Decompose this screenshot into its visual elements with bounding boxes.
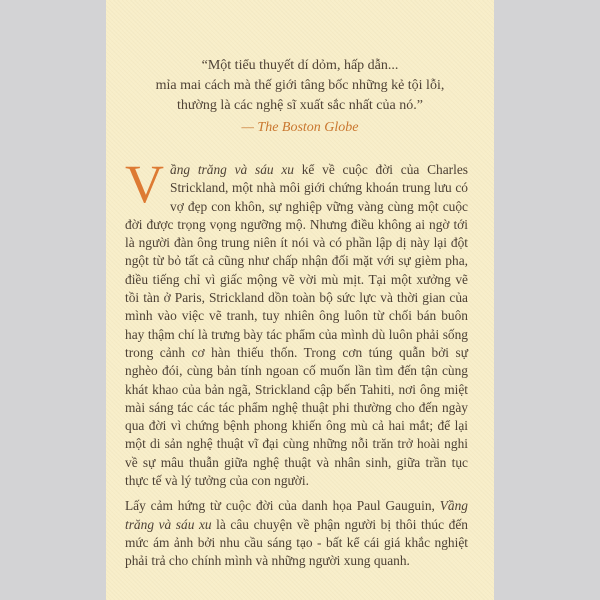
synopsis-paragraph-1-content [125,154,469,489]
drop-cap-letter: V [125,154,164,214]
body-text-segment: Lấy cảm hứng từ cuộc đời của danh họa Paul Gauguin, [125,498,440,514]
synopsis-paragraph-1 [125,154,469,490]
synopsis-paragraph-2 [125,497,468,570]
review-quote-line: “Một tiểu thuyết dí dỏm, hấp dẫn... [201,58,399,73]
synopsis-text-block [125,154,469,571]
review-quote-line: thường là các nghệ sĩ xuất sắc nhất của nó.” [177,98,423,113]
review-quote-attribution: — The Boston Globe [241,120,359,135]
book-title-inline: Vầng trăng và sáu xu [125,498,468,532]
body-text-segment: là câu chuyện về phận người bị thôi thúc đến mức ám ảnh bởi nhu cầu sáng tạo - bất kể cái giá khắc nghiệt phải trả cho chính mình và những người xung quanh. [125,516,468,569]
review-quote [130,56,470,138]
review-quote-line: mỉa mai cách mà thế giới tâng bốc những kẻ tội lỗi, [155,78,445,93]
book-back-cover-page [106,0,494,600]
book-title-inline: ầng trăng và sáu xu [170,162,294,177]
body-text-segment: kể về cuộc đời của Charles Strickland, một nhà môi giới chứng khoán trung lưu có vợ đẹp con khôn, sự nghiệp vững vàng cùng một cuộc đời được trọng vọng ngưỡng mộ. Nhưng điều không ai ngờ tới là người đàn ông trung niên ít nói và có phần lập dị này lại đột ngột từ bỏ tất cả cũng như chấp nhận đối mặt với sự gièm pha, điều tiếng chỉ vì giấc mộng vẽ vời mù mịt. Tại một xưởng vẽ tồi tàn ở Paris, Strickland dồn toàn bộ sức lực và thời gian của mình vào việc vẽ tranh, tuy nhiên ông luôn từ chối bán buôn hay thậm chí là trưng bày tác phẩm của mình dù luôn phải sống trong cảnh cơ hàn thiếu thốn. Trong cơn túng quẫn bởi sự nghèo đói, cùng bản tính ngoan cố muốn lần tìm đến tận cùng khát khao của bản ngã, Strickland cập bến Tahiti, nơi ông miệt mài sáng tác các tác phẩm nghệ thuật phi thường cho đến ngày qua đời vì chứng bệnh phong khiến ông mù cả hai mắt; để lại một di sản nghệ thuật vĩ đại cùng những nỗi trăn trở hoài nghi về sự mâu thuẫn giữa nghệ thuật và nhân sinh, giữa trần tục thực tế và lý tưởng của con người. [125,162,469,489]
